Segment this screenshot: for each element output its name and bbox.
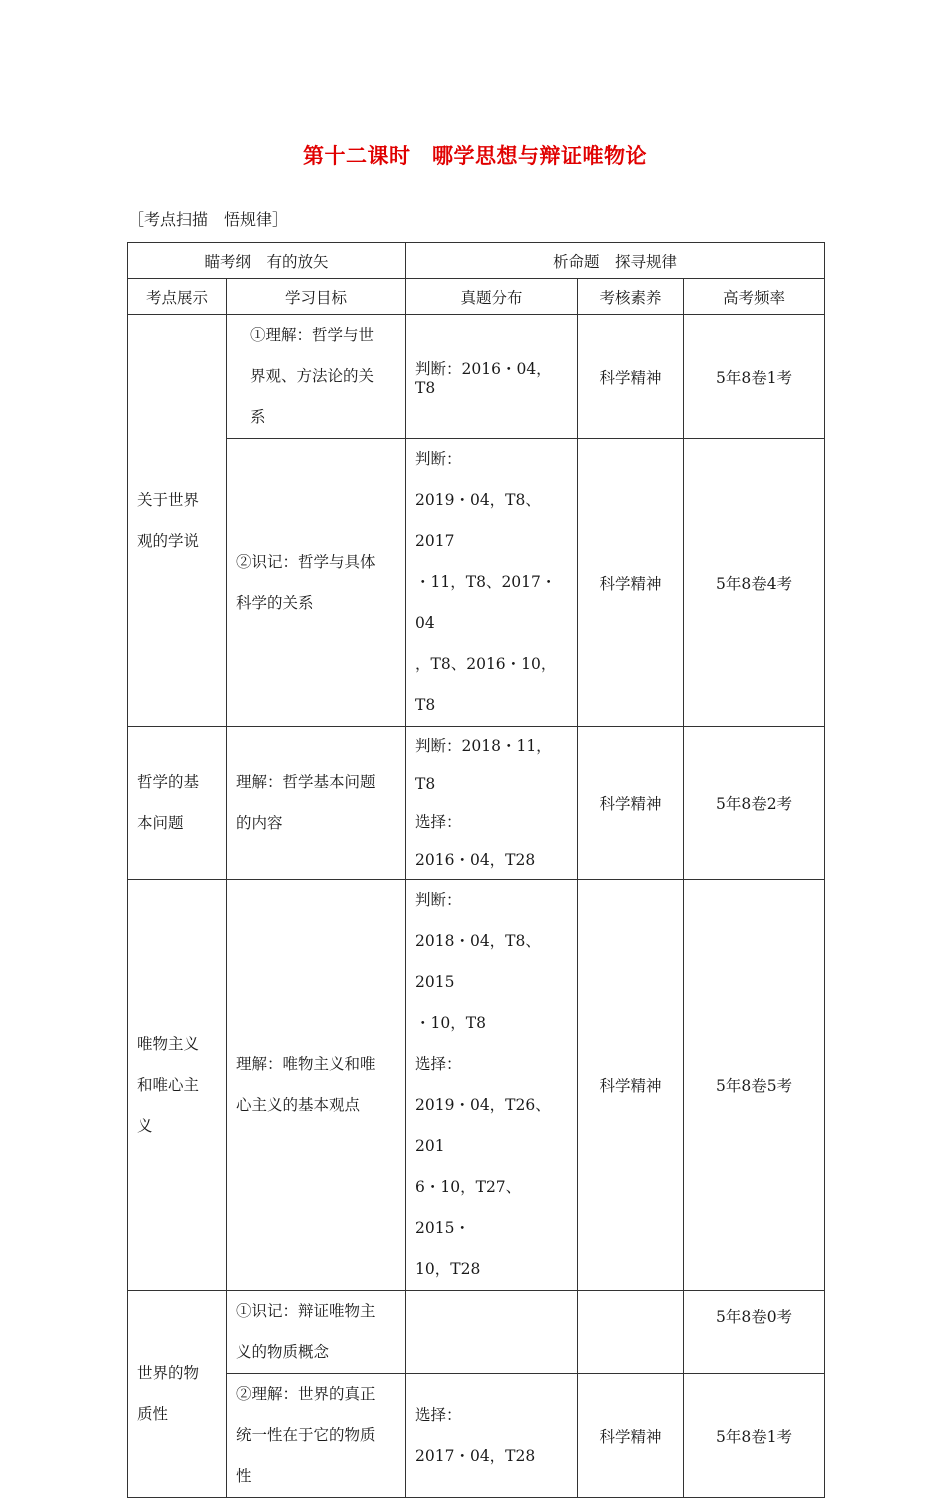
- literacy-cell: 科学精神: [578, 315, 684, 439]
- literacy-cell: 科学精神: [578, 1374, 684, 1498]
- distribution-cell: [406, 1374, 578, 1498]
- goal-line: 理解：哲学基本问题: [236, 773, 376, 791]
- distribution-line: 2017・04，T28: [415, 1446, 536, 1465]
- table-row: [128, 727, 825, 880]
- distribution-cell: [406, 727, 578, 880]
- distribution-line: ・11，T8、2017・04: [415, 573, 557, 632]
- distribution-line: 判断：2018・11，T8: [415, 737, 552, 793]
- table-row: [128, 315, 825, 439]
- distribution-cell: [406, 439, 578, 727]
- topic-line: 关于世界: [137, 490, 200, 509]
- topic-cell: [128, 315, 227, 727]
- goal-cell: [227, 439, 406, 727]
- topic-line: 哲学的基: [137, 773, 200, 791]
- page-title: 第十二课时 哪学思想与辩证唯物论: [303, 143, 647, 168]
- topic-cell: [128, 1291, 227, 1498]
- distribution-line: 选择：: [415, 1405, 462, 1424]
- topic-cell: [128, 727, 227, 880]
- goal-line: 的内容: [236, 814, 283, 832]
- distribution-line: ・10，T8: [415, 1014, 486, 1032]
- distribution-line: ，T8、2016・10，T8: [415, 655, 557, 714]
- goal-line: 心主义的基本观点: [236, 1096, 361, 1114]
- literacy-cell: 科学精神: [578, 439, 684, 727]
- topic-line: 质性: [137, 1405, 169, 1423]
- goal-line: 科学的关系: [236, 593, 314, 612]
- col-header-topic: 考点展示: [128, 279, 227, 315]
- group-header-syllabus: 瞄考纲 有的放矢: [128, 243, 406, 279]
- frequency-cell: 5年8卷5考: [684, 880, 825, 1291]
- column-header-row: [128, 279, 825, 315]
- goal-line: 界观、方法论的关: [250, 367, 375, 385]
- group-header-row: [128, 243, 825, 279]
- goal-line: ①理解：哲学与世: [250, 326, 375, 344]
- goal-cell: [227, 880, 406, 1291]
- goal-line: 理解：唯物主义和唯: [236, 1055, 376, 1073]
- topic-line: 本问题: [137, 814, 184, 832]
- table-row: [128, 1374, 825, 1498]
- goal-line: 系: [250, 408, 266, 426]
- distribution-line: 2019・04，T26、201: [415, 1096, 551, 1155]
- distribution-cell: [406, 315, 578, 439]
- distribution-line: 6・10，T27、2015・: [415, 1178, 522, 1237]
- col-header-frequency: 高考频率: [684, 279, 825, 315]
- goal-cell: [227, 727, 406, 880]
- table-row: [128, 880, 825, 1291]
- group-header-analysis: 析命题 探寻规律: [406, 243, 825, 279]
- goal-line: 义的物质概念: [236, 1343, 330, 1361]
- frequency-cell: 5年8卷1考: [684, 1374, 825, 1498]
- distribution-line: 2019・04，T8、2017: [415, 491, 541, 550]
- distribution-line: 2016・04，T28: [415, 851, 536, 869]
- distribution-line: 判断：2016・04，T8: [415, 359, 552, 397]
- table-row: [128, 439, 825, 727]
- distribution-line: 10，T28: [415, 1260, 481, 1278]
- goal-cell: [227, 1291, 406, 1374]
- topic-cell: [128, 880, 227, 1291]
- frequency-cell: 5年8卷1考: [684, 315, 825, 439]
- topic-line: 唯物主义: [137, 1034, 200, 1053]
- goal-line: ②理解：世界的真正: [236, 1385, 376, 1403]
- goal-cell: [227, 315, 406, 439]
- exam-outline-table: [127, 242, 825, 1498]
- goal-cell: [227, 1374, 406, 1498]
- col-header-distribution: 真题分布: [406, 279, 578, 315]
- table-row: [128, 1291, 825, 1374]
- goal-line: 统一性在于它的物质: [236, 1426, 376, 1444]
- distribution-line: 判断：: [415, 450, 462, 468]
- col-header-goal: 学习目标: [227, 279, 406, 315]
- section-label: ［考点扫描 悟规律］: [128, 210, 289, 229]
- distribution-cell: [406, 1291, 578, 1374]
- frequency-cell: 5年8卷0考: [684, 1291, 825, 1374]
- goal-line: 性: [236, 1467, 252, 1485]
- topic-line: 观的学说: [137, 531, 200, 550]
- goal-line: ①识记：辩证唯物主: [236, 1302, 376, 1320]
- distribution-cell: [406, 880, 578, 1291]
- literacy-cell: 科学精神: [578, 880, 684, 1291]
- goal-line: ②识记：哲学与具体: [236, 552, 376, 571]
- distribution-line: 判断：: [415, 891, 462, 909]
- topic-line: 义: [137, 1116, 153, 1135]
- frequency-cell: 5年8卷2考: [684, 727, 825, 880]
- topic-line: 和唯心主: [137, 1075, 200, 1094]
- distribution-line: 选择：: [415, 813, 462, 831]
- topic-line: 世界的物: [137, 1364, 200, 1382]
- frequency-cell: 5年8卷4考: [684, 439, 825, 727]
- distribution-line: 2018・04，T8、2015: [415, 932, 541, 991]
- col-header-literacy: 考核素养: [578, 279, 684, 315]
- literacy-cell: [578, 1291, 684, 1374]
- distribution-line: 选择：: [415, 1055, 462, 1073]
- literacy-cell: 科学精神: [578, 727, 684, 880]
